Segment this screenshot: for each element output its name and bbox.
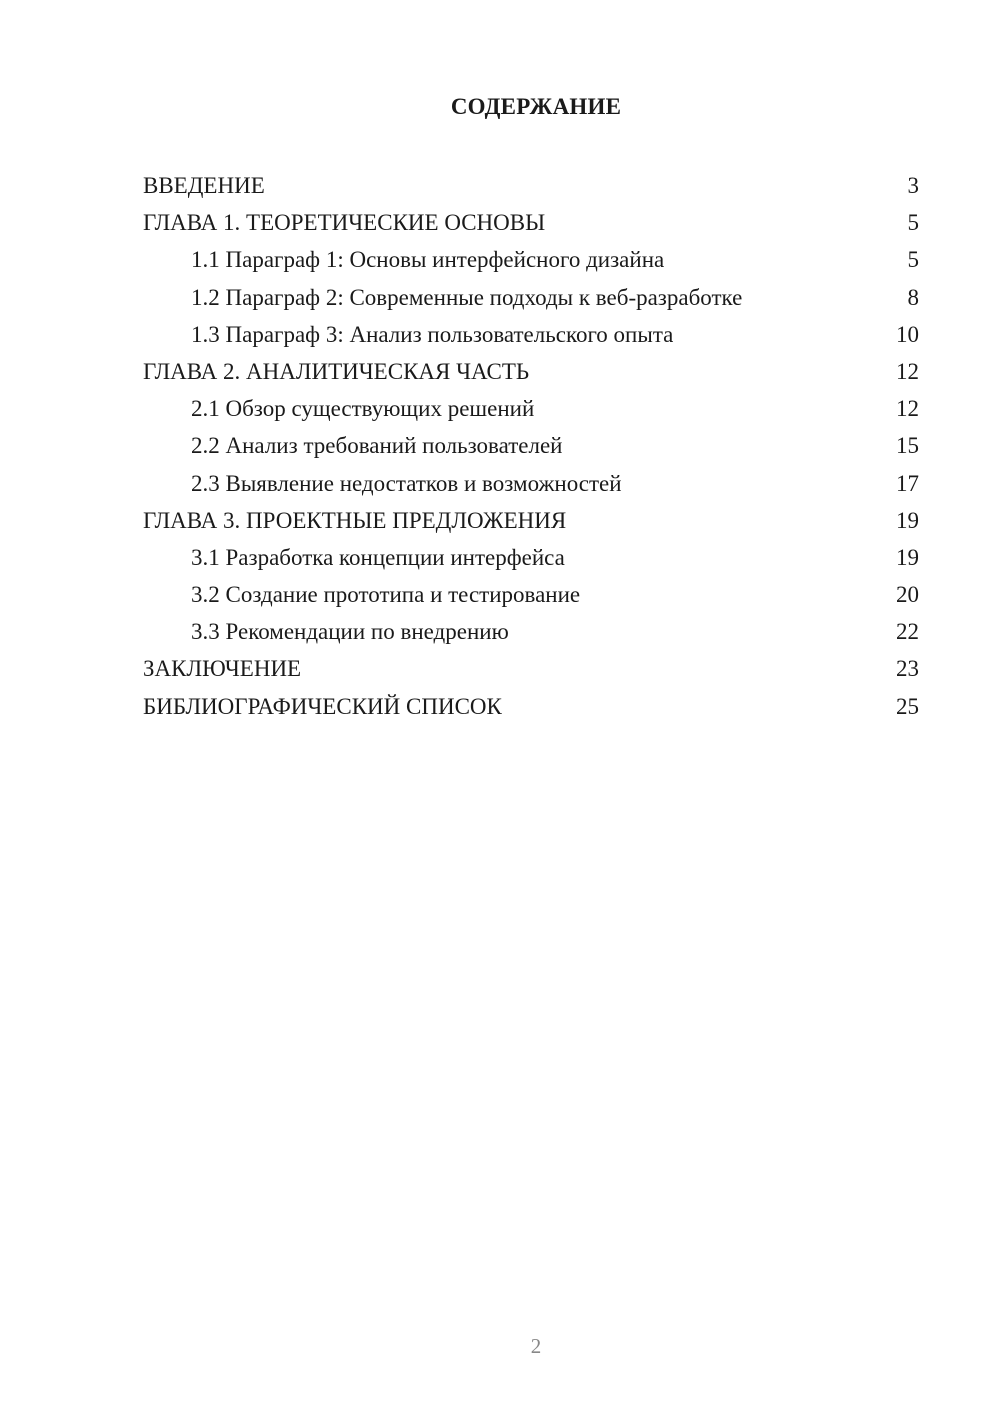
- toc-entry-label: 3.3 Рекомендации по внедрению: [191, 619, 509, 645]
- toc-entry-label: ЗАКЛЮЧЕНИЕ: [143, 656, 302, 682]
- toc-entry-page: 19: [896, 507, 919, 533]
- toc-entry-section-3-3: [143, 613, 919, 650]
- toc-entry-page: 5: [907, 210, 919, 236]
- toc-entry-page: 8: [907, 284, 919, 310]
- toc-entry-section-3-1: [143, 539, 919, 576]
- toc-entry-label: 1.1 Параграф 1: Основы интерфейсного дизайна: [191, 247, 665, 273]
- toc-entry-page: 20: [896, 582, 919, 608]
- toc-entry-section-3-2: [143, 576, 919, 613]
- toc-entry-section-2-3: [143, 465, 919, 502]
- toc-entry-label: 3.1 Разработка концепции интерфейса: [191, 544, 565, 570]
- toc-entry-section-1-3: [143, 316, 919, 353]
- toc-title: СОДЕРЖАНИЕ: [450, 94, 622, 119]
- toc-list: [143, 167, 919, 725]
- toc-entry-label: ГЛАВА 2. АНАЛИТИЧЕСКАЯ ЧАСТЬ: [143, 358, 530, 384]
- toc-entry-section-1-2: [143, 279, 919, 316]
- toc-entry-label: ГЛАВА 3. ПРОЕКТНЫЕ ПРЕДЛОЖЕНИЯ: [143, 507, 567, 533]
- toc-entry-page: 17: [896, 470, 919, 496]
- toc-entry-chapter-2: [143, 353, 919, 390]
- toc-entry-label: ГЛАВА 1. ТЕОРЕТИЧЕСКИЕ ОСНОВЫ: [143, 210, 546, 236]
- toc-entry-label: 1.2 Параграф 2: Современные подходы к веб-разработке: [191, 284, 743, 310]
- toc-entry-chapter-3: [143, 502, 919, 539]
- toc-entry-label: 3.2 Создание прототипа и тестирование: [191, 582, 581, 608]
- toc-entry-conclusion: [143, 650, 919, 687]
- toc-entry-page: 19: [896, 544, 919, 570]
- toc-entry-label: 1.3 Параграф 3: Анализ пользовательского опыта: [191, 321, 674, 347]
- toc-entry-label: БИБЛИОГРАФИЧЕСКИЙ СПИСОК: [143, 693, 502, 719]
- toc-entry-page: 12: [896, 358, 919, 384]
- page-number: 2: [530, 1334, 542, 1358]
- toc-entry-introduction: [143, 167, 919, 204]
- toc-entry-page: 12: [896, 396, 919, 422]
- toc-entry-chapter-1: [143, 204, 919, 241]
- toc-entry-bibliography: [143, 688, 919, 725]
- toc-entry-page: 22: [896, 619, 919, 645]
- toc-entry-page: 23: [896, 656, 919, 682]
- toc-entry-label: ВВЕДЕНИЕ: [143, 173, 265, 198]
- toc-entry-page: 15: [896, 433, 919, 459]
- toc-entry-section-2-2: [143, 427, 919, 464]
- toc-entry-page: 3: [907, 173, 919, 198]
- toc-entry-label: 2.3 Выявление недостатков и возможностей: [191, 470, 622, 496]
- toc-entry-section-2-1: [143, 390, 919, 427]
- toc-entry-page: 5: [907, 247, 919, 273]
- toc-entry-page: 10: [896, 321, 919, 347]
- toc-entry-page: 25: [896, 693, 919, 719]
- toc-entry-label: 2.1 Обзор существующих решений: [191, 396, 535, 422]
- toc-entry-label: 2.2 Анализ требований пользователей: [191, 433, 563, 459]
- toc-entry-section-1-1: [143, 241, 919, 278]
